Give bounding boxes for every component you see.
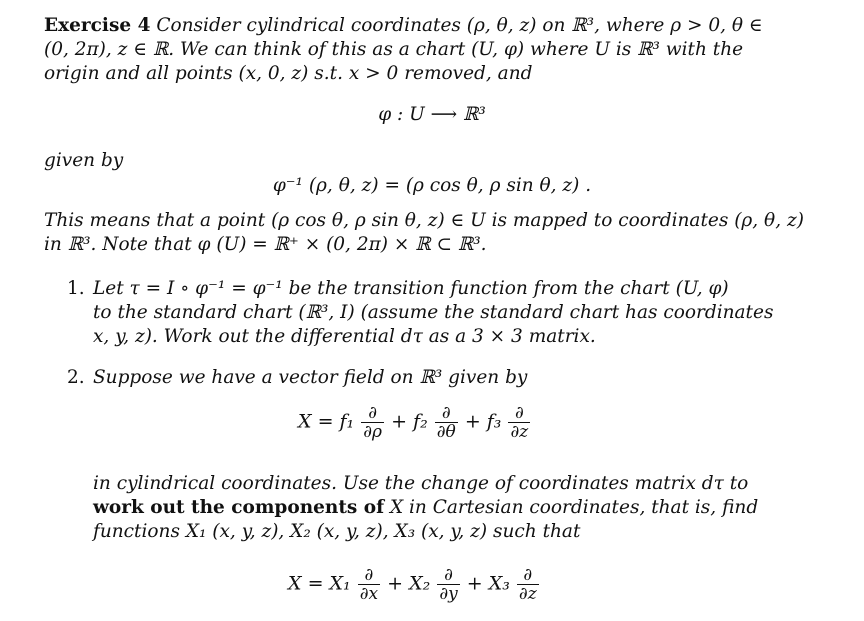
line-after-bold: X in Cartesian coordinates, that is, find: [389, 497, 759, 518]
eq2-partial-y: $\frac{\partial}{\partial y}$: [439, 565, 458, 604]
meaning-line-2: in ℝ³. Note that φ (U) = ℝ⁺ × (0, 2π) × ℝ ⊂ ℝ³.: [44, 234, 487, 255]
item-1-line-1: Let τ = I ∘ φ⁻¹ = φ⁻¹ be the transition function from the chart (U, φ): [93, 278, 729, 299]
meaning-line-1: This means that a point (ρ cos θ, ρ sin θ, z) ∈ U is mapped to coordinates (ρ, θ, z): [44, 210, 804, 231]
eq2-term-3: + X₃: [466, 572, 510, 595]
eq1-partial-z: $\frac{\partial}{\partial z}$: [510, 403, 529, 442]
intro-text-1: Consider cylindrical coordinates (ρ, θ, z) on ℝ³, where ρ > 0, θ ∈: [156, 15, 763, 36]
item-1-line-3: x, y, z). Work out the differential dτ as a 3 × 3 matrix.: [93, 326, 596, 347]
intro-line-2: (0, 2π), z ∈ ℝ. We can think of this as a chart (U, φ) where U is ℝ³ with the: [44, 39, 744, 60]
inverse-chart-equation: φ⁻¹ (ρ, θ, z) = (ρ cos θ, ρ sin θ, z) .: [272, 175, 592, 196]
bold-phrase: work out the components of: [93, 497, 385, 518]
eq1-partial-rho: $\frac{\partial}{\partial\rho}$: [363, 403, 383, 442]
chart-map-equation: φ : U ⟶ ℝ³: [378, 104, 486, 125]
exercise-title: Exercise 4: [44, 15, 151, 36]
intro-line-3: origin and all points (x, 0, z) s.t. x > 0 removed, and: [44, 63, 533, 84]
eq2-term-2: + X₂: [387, 572, 431, 595]
item-2-number: 2.: [67, 367, 85, 388]
eq2-lhs: X = X₁: [288, 572, 351, 595]
vector-field-cylindrical-equation: [298, 404, 531, 441]
given-by-text: given by: [44, 150, 124, 171]
eq1-partial-theta: $\frac{\partial}{\partial\theta}$: [436, 403, 456, 442]
item-2-final-line: functions X₁ (x, y, z), X₂ (x, y, z), X₃ (x, y, z) such that: [93, 521, 581, 542]
eq2-partial-x: $\frac{\partial}{\partial x}$: [359, 565, 379, 604]
intro-line-1: [44, 14, 763, 38]
eq1-lhs: X = f₁: [298, 410, 355, 433]
eq1-term-3: + f₃: [464, 410, 502, 433]
eq2-partial-z: $\frac{\partial}{\partial z}$: [518, 565, 537, 604]
item-1-line-2: to the standard chart (ℝ³, I) (assume the standard chart has coordinates: [93, 302, 774, 323]
item-2-bold-line: [93, 496, 758, 520]
item-2-after-eq-line: in cylindrical coordinates. Use the change of coordinates matrix dτ to: [93, 473, 749, 494]
eq1-term-2: + f₂: [391, 410, 428, 433]
item-2-line-1: Suppose we have a vector field on ℝ³ given by: [93, 367, 528, 388]
item-1-number: 1.: [67, 278, 85, 299]
vector-field-cartesian-equation: [288, 566, 540, 603]
